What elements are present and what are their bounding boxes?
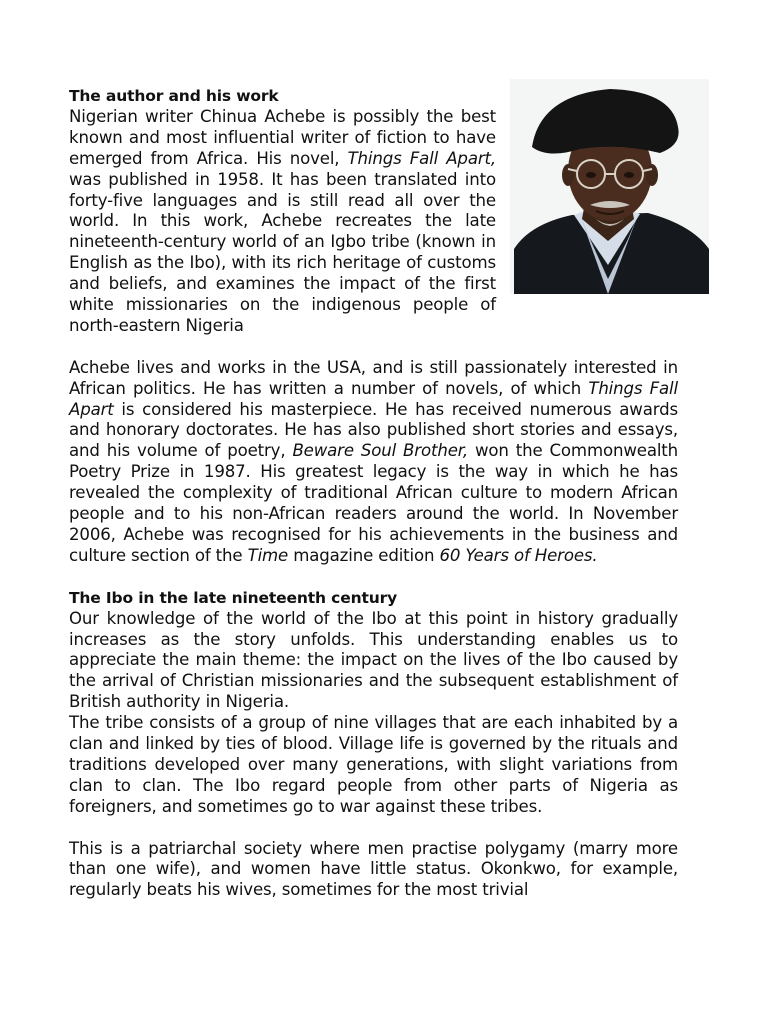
book-title-italic: Things Fall Apart, (347, 148, 496, 168)
author-portrait-photo (510, 79, 709, 294)
ibo-paragraph-2: The tribe consists of a group of nine villages that are each inhabited by a clan and linked by ties of blood. Village life is governed by the rituals and traditions developed over many generations, with slight variations from clan to clan. The Ibo regard people from other parts of Nigeria as foreigners, and sometimes go to war against these tribes. (69, 713, 678, 816)
text-run: won the Commonwealth Poetry Prize in 1987. His greatest legacy is the way in which he has revealed the complexity of traditional African culture to modern African people and to his non-African readers around the world. In November 2006, Achebe was recognised for his achievements in the business and culture section of the (69, 441, 679, 565)
author-paragraph-2 (69, 358, 678, 567)
text-run: magazine edition (288, 545, 440, 565)
magazine-title-italic: Time (247, 545, 289, 565)
paragraph-spacer (69, 337, 678, 358)
section-heading-ibo: The Ibo in the late nineteenth century (69, 588, 398, 607)
article-body (69, 86, 678, 901)
ibo-paragraph-3: This is a patriarchal society where men practise polygamy (marry more than one wife), and women have little status. Okonkwo, for example, regularly beats his wives, sometimes for the most trivial (69, 838, 678, 900)
section-heading-author: The author and his work (69, 87, 279, 105)
ibo-paragraph-1: Our knowledge of the world of the Ibo at this point in history gradually increases as the story unfolds. This understanding enables us to appreciate the main theme: the impact on the lives of the Ibo caused by the arrival of Christian missionaries and the subsequent establishment of British authority in Nigeria. (69, 608, 678, 712)
text-run: was published in 1958. It has been translated into forty-five languages and is still read all over the world. In this work, Achebe recreates the late nineteenth-century world of an Igbo tribe (known in English as the Ibo), with its rich heritage of customs and beliefs, and examines the impact of the first white missionaries on the indigenous people of north-eastern Nigeria (69, 169, 496, 335)
text-run: is considered his masterpiece. He has received numerous awards and honorary doctorates. He has also published short stories and essays, and his volume of poetry, (69, 399, 678, 461)
text-run: Achebe lives and works in the USA, and is still passionately interested in African politics. He has written a number of novels, of which (69, 357, 678, 398)
text-run: Nigerian writer Chinua Achebe is possibly the best known and most influential writer of fiction to have emerged from Africa. His novel, (69, 106, 496, 168)
poetry-title-italic: Beware Soul Brother, (292, 441, 469, 461)
edition-title-italic: 60 Years of Heroes. (439, 545, 598, 565)
paragraph-spacer (69, 818, 678, 839)
book-title-italic: Things Fall Apart (69, 378, 678, 419)
paragraph-spacer (69, 567, 678, 588)
